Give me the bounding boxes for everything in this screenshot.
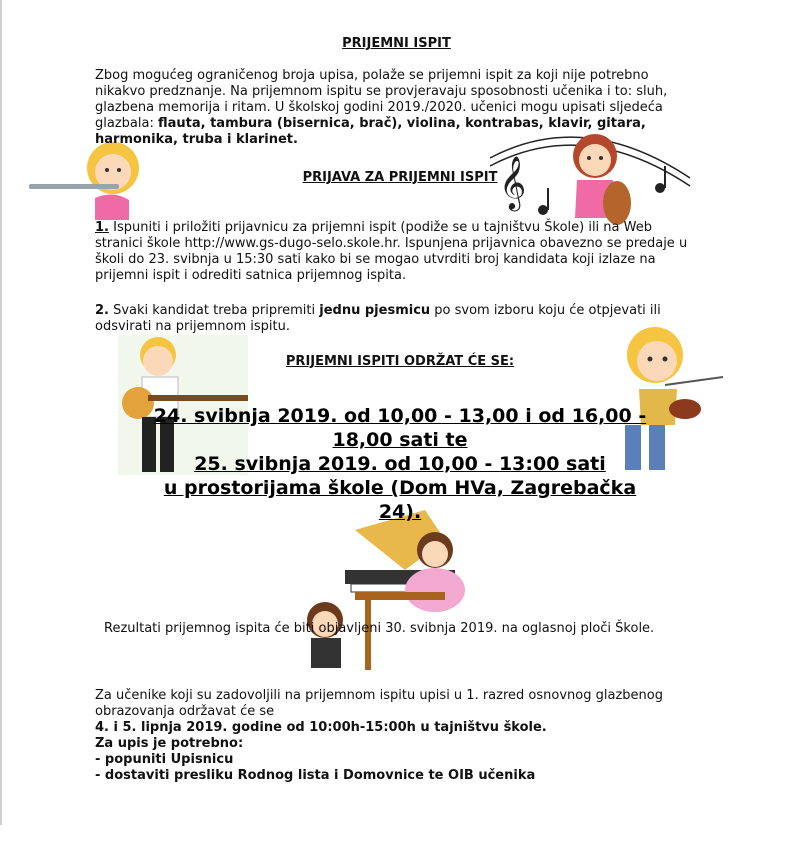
requirement-2: - dostaviti presliku Rodnog lista i Domovnice te OIB učenika — [95, 768, 536, 783]
piano-kids-illustration — [295, 510, 490, 680]
page-title: PRIJEMNI ISPIT — [342, 36, 451, 51]
intro-text: Zbog mogućeg ograničenog broja upisa, polaže se prijemni ispit za koji nije potrebno nikakvo predznanje. Na prijemnom ispitu se provjeravaju sposobnosti učenika i to: sluh, glazbena memorija i ritam. U školskoj godini 2019./2020. učenici mogu upisati sljedeća glazbala: — [95, 68, 668, 131]
step-1-number: 1. — [95, 220, 109, 235]
step-2-bold: jednu pjesmicu — [319, 303, 431, 318]
requirement-1: - popuniti Upisnicu — [95, 752, 234, 767]
enrolment-date: 4. i 5. lipnja 2019. godine od 10:00h-15:00h u tajništvu škole. — [95, 720, 547, 735]
instrument-list: flauta, tambura (bisernica, brač), violina, kontrabas, klavir, gitara, harmonika, truba i klarinet. — [95, 116, 646, 147]
step-1 — [95, 220, 695, 284]
step-2-text-b: po svom izboru koju će otpjevati ili odsvirati na prijemnom ispitu. — [95, 303, 661, 334]
intro-paragraph — [95, 68, 695, 148]
results-notice: Rezultati prijemnog ispita će biti objavljeni 30. svibnja 2019. na oglasnoj ploči Škole. — [104, 621, 655, 636]
requirements-heading: Za upis je potrebno: — [95, 736, 244, 751]
step-2 — [95, 303, 695, 335]
dates-line-1: 24. svibnja 2019. od 10,00 - 13,00 i od 16,00 - — [153, 405, 647, 427]
dates-line-2: 18,00 sati te — [332, 429, 468, 451]
page-edge — [0, 0, 2, 825]
step-2-text-a: Svaki kandidat treba pripremiti — [108, 303, 320, 318]
svg-text:𝄞: 𝄞 — [499, 155, 527, 209]
step-1-text: Ispuniti i priložiti prijavnicu za prijemni ispit (podiže se u tajništvu Škole) ili na Web stranici škole http://www.gs-dugo-selo.skole.hr. Ispunjena prijavnica obavezno se predaje u školi do 23. svibnja u 15:30 sati kako bi se mogao utvrditi broj kandidata koji izlaze na prijemni ispit i odrediti satnica prijemnog ispita. — [95, 220, 688, 283]
dates-line-3: 25. svibnja 2019. od 10,00 - 13:00 sati — [194, 453, 606, 475]
exam-dates — [140, 404, 660, 524]
application-heading: PRIJAVA ZA PRIJEMNI ISPIT — [302, 170, 498, 185]
enrolment-text: Za učenike koji su zadovoljili na prijemnom ispitu upisi u 1. razred osnovnog glazbenog obrazovanja održavat će se — [95, 688, 663, 719]
step-2-number: 2. — [95, 303, 109, 318]
dates-line-4: u prostorijama škole (Dom HVa, Zagrebačka 24). — [163, 477, 637, 523]
exam-heading: PRIJEMNI ISPITI ODRŽAT ĆE SE: — [285, 354, 515, 369]
flute-girl-illustration — [25, 140, 145, 220]
